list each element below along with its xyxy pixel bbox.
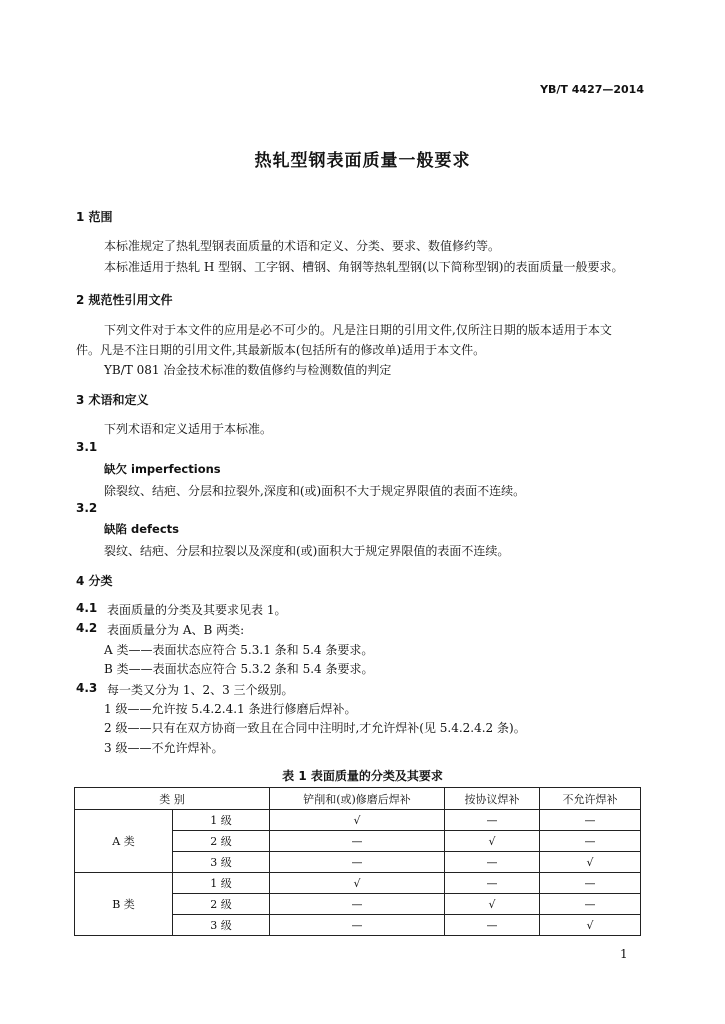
term-2-name: 缺陷 defects: [104, 522, 179, 536]
standard-number: YB/T 4427—2014: [540, 83, 644, 96]
clause-4-1-text: 表面质量的分类及其要求见表 1。: [107, 603, 287, 617]
clause-4-2-class-b: B 类——表面状态应符合 5.3.2 条和 5.4 条要求。: [104, 662, 374, 676]
value-cell: —: [445, 915, 540, 936]
header-grind-weld: 铲削和(或)修磨后焊补: [270, 788, 445, 810]
value-cell: —: [445, 810, 540, 831]
class-a-cell: A 类: [75, 810, 173, 873]
clause-4-1-number: 4.1: [76, 601, 98, 615]
value-cell: —: [445, 852, 540, 873]
table-row: [75, 873, 641, 894]
value-cell: √: [540, 915, 641, 936]
header-agreement-weld: 按协议焊补: [445, 788, 540, 810]
term-1-name: 缺欠 imperfections: [104, 462, 221, 476]
value-cell: —: [270, 894, 445, 915]
classification-table: [74, 787, 641, 936]
value-cell: —: [540, 810, 641, 831]
section-4-heading: 4 分类: [76, 574, 113, 588]
table-caption: 表 1 表面质量的分类及其要求: [282, 769, 443, 783]
clause-4-3-level-2: 2 级——只有在双方协商一致且在合同中注明时,才允许焊补(见 5.4.2.4.2 条)。: [104, 721, 526, 735]
class-b-cell: B 类: [75, 873, 173, 936]
value-cell: √: [445, 831, 540, 852]
section-1-para-1: 本标准规定了热轧型钢表面质量的术语和定义、分类、要求、数值修约等。: [104, 239, 501, 253]
section-1-heading: 1 范围: [76, 210, 113, 224]
level-cell: 2 级: [173, 831, 270, 852]
header-no-weld: 不允许焊补: [540, 788, 641, 810]
clause-4-3-level-3: 3 级——不允许焊补。: [104, 741, 224, 755]
value-cell: —: [540, 831, 641, 852]
page-title: 热轧型钢表面质量一般要求: [254, 151, 471, 171]
term-2-number: 3.2: [76, 501, 98, 515]
term-2-definition: 裂纹、结疤、分层和拉裂以及深度和(或)面积大于规定界限值的表面不连续。: [104, 544, 510, 558]
value-cell: √: [540, 852, 641, 873]
value-cell: —: [270, 852, 445, 873]
clause-4-3-text: 每一类又分为 1、2、3 三个级别。: [107, 683, 294, 697]
level-cell: 2 级: [173, 894, 270, 915]
section-2-para-line-2: 件。凡是不注日期的引用文件,其最新版本(包括所有的修改单)适用于本文件。: [76, 343, 486, 357]
clause-4-2-class-a: A 类——表面状态应符合 5.3.1 条和 5.4 条要求。: [104, 643, 374, 657]
value-cell: √: [270, 873, 445, 894]
level-cell: 3 级: [173, 852, 270, 873]
clause-4-2-number: 4.2: [76, 621, 98, 635]
clause-4-3-number: 4.3: [76, 681, 98, 695]
value-cell: —: [540, 894, 641, 915]
value-cell: —: [540, 873, 641, 894]
clause-4-3-level-1: 1 级——允许按 5.4.2.4.1 条进行修磨后焊补。: [104, 702, 357, 716]
page-number: 1: [620, 947, 628, 961]
term-1-definition: 除裂纹、结疤、分层和拉裂外,深度和(或)面积不大于规定界限值的表面不连续。: [104, 484, 526, 498]
level-cell: 1 级: [173, 873, 270, 894]
section-2-para-line-1: 下列文件对于本文件的应用是必不可少的。凡是注日期的引用文件,仅所注日期的版本适用于本文: [104, 323, 612, 337]
section-3-intro: 下列术语和定义适用于本标准。: [104, 422, 273, 436]
clause-4-2-text: 表面质量分为 A、B 两类:: [107, 623, 245, 637]
section-2-reference: YB/T 081 冶金技术标准的数值修约与检测数值的判定: [104, 363, 392, 377]
section-2-heading: 2 规范性引用文件: [76, 293, 173, 307]
value-cell: —: [270, 915, 445, 936]
term-1-number: 3.1: [76, 440, 98, 454]
section-3-heading: 3 术语和定义: [76, 393, 149, 407]
value-cell: √: [270, 810, 445, 831]
table-row: [75, 810, 641, 831]
header-category: 类 别: [75, 788, 270, 810]
table-header-row: [75, 788, 641, 810]
section-1-para-2: 本标准适用于热轧 H 型钢、工字钢、槽钢、角钢等热轧型钢(以下简称型钢)的表面质量一般要求。: [104, 260, 624, 274]
value-cell: —: [270, 831, 445, 852]
level-cell: 1 级: [173, 810, 270, 831]
value-cell: —: [445, 873, 540, 894]
value-cell: √: [445, 894, 540, 915]
level-cell: 3 级: [173, 915, 270, 936]
